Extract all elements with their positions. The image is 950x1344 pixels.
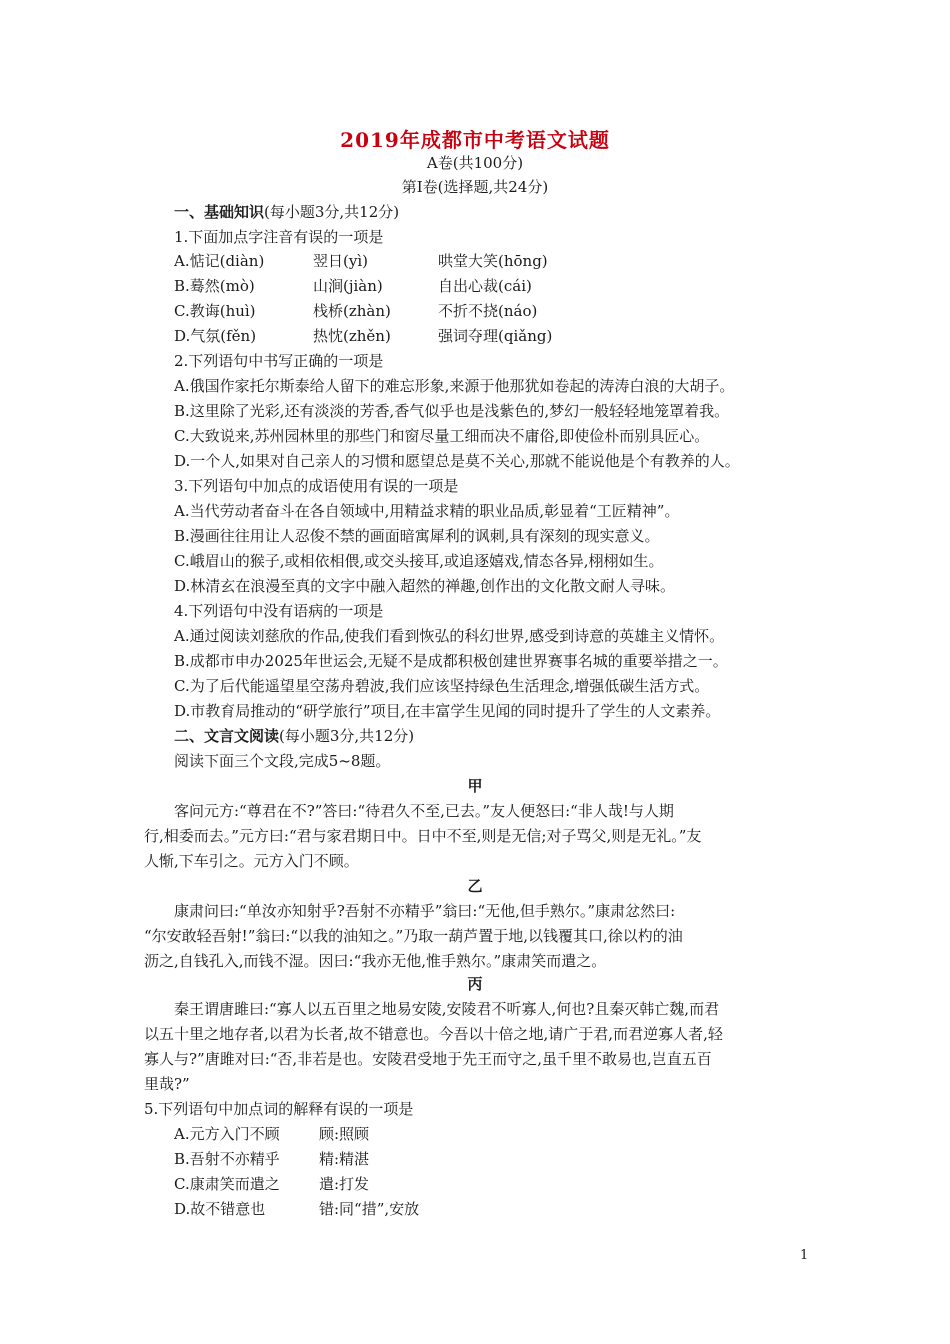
- q5-row-b-gloss: 精:精湛: [319, 1150, 370, 1168]
- passage-jia-label: 甲: [467, 777, 483, 795]
- q4-option-d: D.市教育局推动的“研学旅行”项目,在丰富学生见闻的同时提升了学生的人文素养。: [174, 702, 721, 720]
- section1-heading-line: [174, 202, 399, 222]
- q2-stem: 2.下列语句中书写正确的一项是: [174, 352, 384, 370]
- q2-option-a: A.俄国作家托尔斯泰给人留下的难忘形象,来源于他那犹如卷起的涛涛白浪的大胡子。: [174, 377, 735, 395]
- q1-row-b-1: B.蓦然(mò): [174, 277, 255, 295]
- section2-heading: 二、文言文阅读: [174, 727, 280, 745]
- q3-option-a: A.当代劳动者奋斗在各自领域中,用精益求精的职业品质,彰显着“工匠精神”。: [174, 502, 680, 520]
- section1-note: (每小题3分,共12分): [264, 203, 400, 221]
- passage-bing-line-2: 以五十里之地存者,以君为长者,故不错意也。今吾以十倍之地,请广于君,而君逆寡人者,轻: [144, 1025, 723, 1043]
- passage-jia-line-3: 人惭,下车引之。元方入门不顾。: [144, 852, 359, 870]
- q1-row-a-1: A.惦记(diàn): [174, 252, 265, 270]
- q1-row-d-3: 强词夺理(qiǎng): [438, 327, 553, 345]
- q1-row-d-2: 热忱(zhěn): [313, 327, 391, 345]
- q4-stem: 4.下列语句中没有语病的一项是: [174, 602, 384, 620]
- q5-row-b-sentence: B.吾射不亦精乎: [174, 1150, 280, 1168]
- passage-yi-line-3: 沥之,自钱孔入,而钱不湿。因曰:“我亦无他,惟手熟尔。”康肃笑而遣之。: [144, 952, 607, 970]
- passage-yi-label: 乙: [467, 877, 483, 895]
- q5-row-c-gloss: 遣:打发: [319, 1175, 370, 1193]
- q5-row-a-sentence: A.元方入门不顾: [174, 1125, 280, 1143]
- q3-option-b: B.漫画往往用让人忍俊不禁的画面暗寓犀利的讽刺,具有深刻的现实意义。: [174, 527, 660, 545]
- passage-bing-line-4: 里哉?”: [144, 1075, 190, 1093]
- page-number: 1: [800, 1248, 809, 1263]
- passage-yi-line-2: “尔安敢轻吾射!”翁曰:“以我的油知之。”乃取一葫芦置于地,以钱覆其口,徐以杓的油: [144, 927, 683, 945]
- q1-row-b-3: 自出心裁(cái): [438, 277, 532, 295]
- section2-heading-line: [174, 726, 414, 746]
- q3-option-d: D.林清玄在浪漫至真的文字中融入超然的禅趣,创作出的文化散文耐人寻味。: [174, 577, 676, 595]
- passage-bing-line-1: 秦王谓唐雎曰:“寡人以五百里之地易安陵,安陵君不听寡人,何也?且秦灭韩亡魏,而君: [174, 1000, 720, 1018]
- q4-option-a: A.通过阅读刘慈欣的作品,使我们看到恢弘的科幻世界,感受到诗意的英雄主义情怀。: [174, 627, 725, 645]
- q4-option-b: B.成都市申办2025年世运会,无疑不是成都积极创建世界赛事名城的重要举措之一。: [174, 652, 728, 670]
- q3-stem: 3.下列语句中加点的成语使用有误的一项是: [174, 477, 459, 495]
- part-subtitle: 第Ⅰ卷(选择题,共24分): [401, 178, 549, 196]
- q2-option-d: D.一个人,如果对自己亲人的习惯和愿望总是莫不关心,那就不能说他是个有教养的人。: [174, 452, 740, 470]
- q1-row-a-3: 哄堂大笑(hōng): [438, 252, 548, 270]
- q1-row-a-2: 翌日(yì): [313, 252, 368, 270]
- paper-subtitle: A卷(共100分): [426, 154, 524, 172]
- passage-bing-label: 丙: [467, 975, 483, 993]
- passage-bing-line-3: 寡人与?”唐雎对曰:“否,非若是也。安陵君受地于先王而守之,虽千里不敢易也,岂直五百: [144, 1050, 712, 1068]
- q4-option-c: C.为了后代能遥望星空荡舟碧波,我们应该坚持绿色生活理念,增强低碳生活方式。: [174, 677, 710, 695]
- q1-row-c-2: 栈桥(zhàn): [313, 302, 391, 320]
- q1-row-b-2: 山涧(jiàn): [313, 277, 383, 295]
- reading-instruction: 阅读下面三个文段,完成5~8题。: [174, 752, 391, 770]
- q1-row-d-1: D.气氛(fěn): [174, 327, 257, 345]
- section2-note: (每小题3分,共12分): [279, 727, 415, 745]
- q5-row-d-gloss: 错:同“措”,安放: [319, 1200, 420, 1218]
- q3-option-c: C.峨眉山的猴子,或相依相偎,或交头接耳,或追逐嬉戏,情态各异,栩栩如生。: [174, 552, 664, 570]
- q5-row-d-sentence: D.故不错意也: [174, 1200, 266, 1218]
- passage-jia-line-2: 行,相委而去。”元方曰:“君与家君期日中。日中不至,则是无信;对子骂父,则是无礼。”友: [144, 827, 702, 845]
- q1-row-c-3: 不折不挠(náo): [438, 302, 538, 320]
- q2-option-b: B.这里除了光彩,还有淡淡的芳香,香气似乎也是浅紫色的,梦幻一般轻轻地笼罩着我。: [174, 402, 730, 420]
- page-title: 2019年成都市中考语文试题: [340, 128, 610, 152]
- q5-row-a-gloss: 顾:照顾: [319, 1125, 370, 1143]
- q1-row-c-1: C.教诲(huì): [174, 302, 256, 320]
- q2-option-c: C.大致说来,苏州园林里的那些门和窗尽量工细而决不庸俗,即使俭朴而别具匠心。: [174, 427, 710, 445]
- section1-heading: 一、基础知识: [174, 203, 265, 221]
- q5-stem: 5.下列语句中加点词的解释有误的一项是: [144, 1100, 414, 1118]
- passage-jia-line-1: 客问元方:“尊君在不?”答曰:“待君久不至,已去。”友人便怒曰:“非人哉!与人期: [174, 802, 674, 820]
- q1-stem: 1.下面加点字注音有误的一项是: [174, 228, 384, 246]
- passage-yi-line-1: 康肃问曰:“单汝亦知射乎?吾射不亦精乎”翁曰:“无他,但手熟尔。”康肃忿然曰:: [174, 902, 676, 920]
- q5-row-c-sentence: C.康肃笑而遣之: [174, 1175, 280, 1193]
